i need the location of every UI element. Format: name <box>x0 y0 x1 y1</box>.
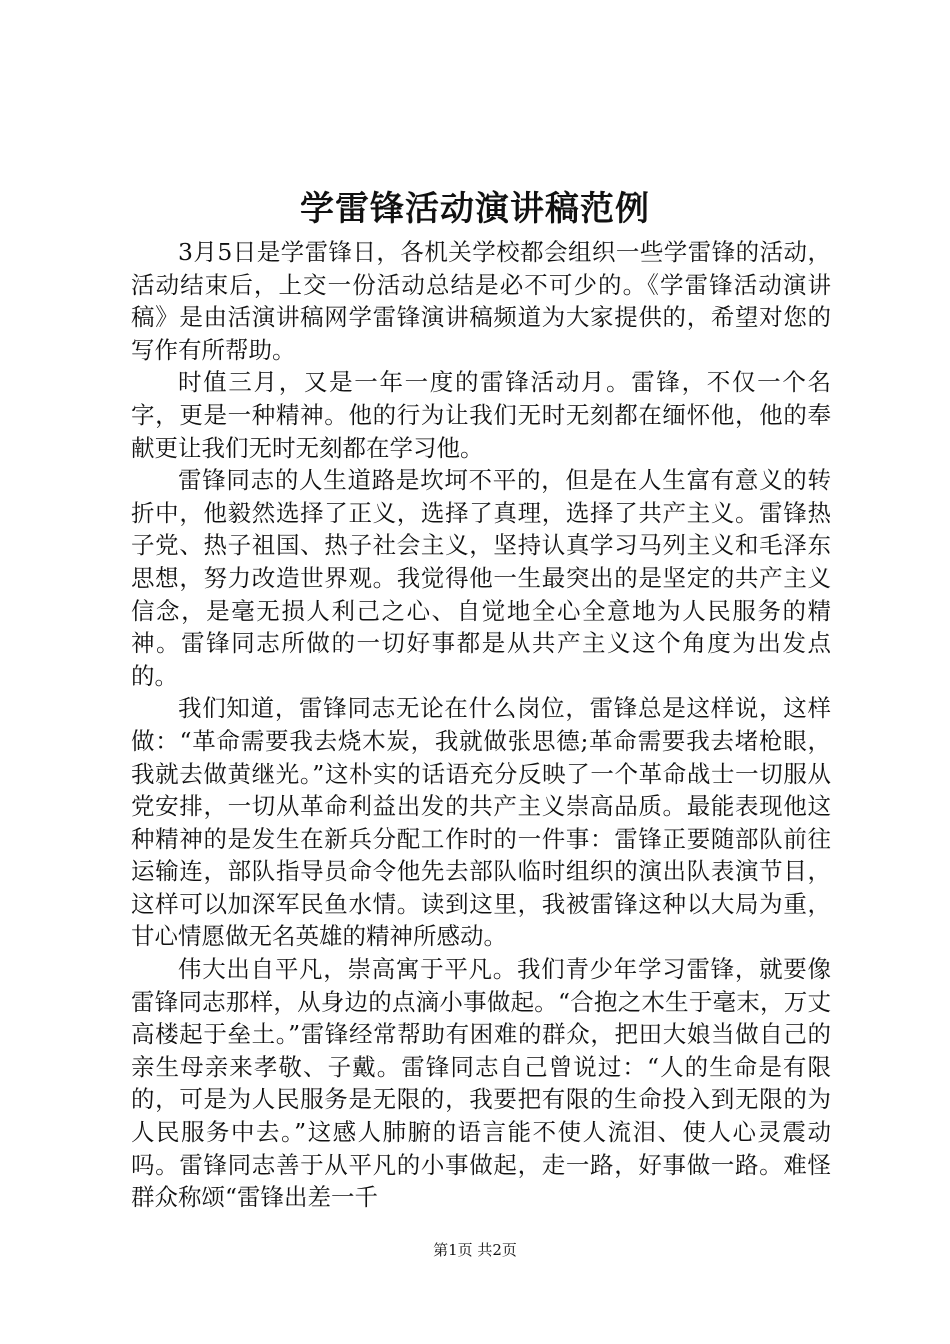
page-number-footer: 第1页 共2页 <box>433 1241 517 1259</box>
paragraph: 我们知道，雷锋同志无论在什么岗位，雷锋总是这样说，这样做：“革命需要我去烧木炭，我就做张思德;革命需要我去堵枪眼，我就去做黄继光。”这朴实的话语充分反映了一个革命战士一切服从党安排，一切从革命利益出发的共产主义崇高品质。最能表现他这种精神的是发生在新兵分配工作时的一件事：雷锋正要随部队前往运输连，部队指导员命令他先去部队临时组织的演出队表演节目，这样可以加深军民鱼水情。读到这里，我被雷锋这种以大局为重，甘心情愿做无名英雄的精神所感动。 <box>131 694 831 951</box>
paragraph: 时值三月，又是一年一度的雷锋活动月。雷锋，不仅一个名字，更是一种精神。他的行为让我们无时无刻都在缅怀他，他的奉献更让我们无时无刻都在学习他。 <box>131 368 831 462</box>
document-title: 学雷锋活动演讲稿范例 <box>300 189 650 229</box>
paragraph: 3月5日是学雷锋日，各机关学校都会组织一些学雷锋的活动，活动结束后，上交一份活动总结是必不可少的。《学雷锋活动演讲稿》是由活演讲稿网学雷锋演讲稿频道为大家提供的，希望对您的写作有所帮助。 <box>131 238 831 364</box>
document-body <box>131 236 831 1214</box>
paragraph: 伟大出自平凡，崇高寓于平凡。我们青少年学习雷锋，就要像雷锋同志那样，从身边的点滴小事做起。“合抱之木生于毫末，万丈高楼起于垒土。”雷锋经常帮助有困难的群众，把田大娘当做自己的亲生母亲来孝敬、子戴。雷锋同志自己曾说过：“人的生命是有限的，可是为人民服务是无限的，我要把有限的生命投入到无限的为人民服务中去。”这感人肺腑的语言能不使人流泪、使人心灵震动吗。雷锋同志善于从平凡的小事做起，走一路，好事做一路。难怪群众称颂“雷锋出差一千 <box>131 955 831 1212</box>
paragraph: 雷锋同志的人生道路是坎坷不平的，但是在人生富有意义的转折中，他毅然选择了正义，选择了真理，选择了共产主义。雷锋热子党、热子祖国、热子社会主义，坚持认真学习马列主义和毛泽东思想，努力改造世界观。我觉得他一生最突出的是坚定的共产主义信念，是毫无损人利己之心、自觉地全心全意地为人民服务的精神。雷锋同志所做的一切好事都是从共产主义这个角度为出发点的。 <box>131 466 831 690</box>
